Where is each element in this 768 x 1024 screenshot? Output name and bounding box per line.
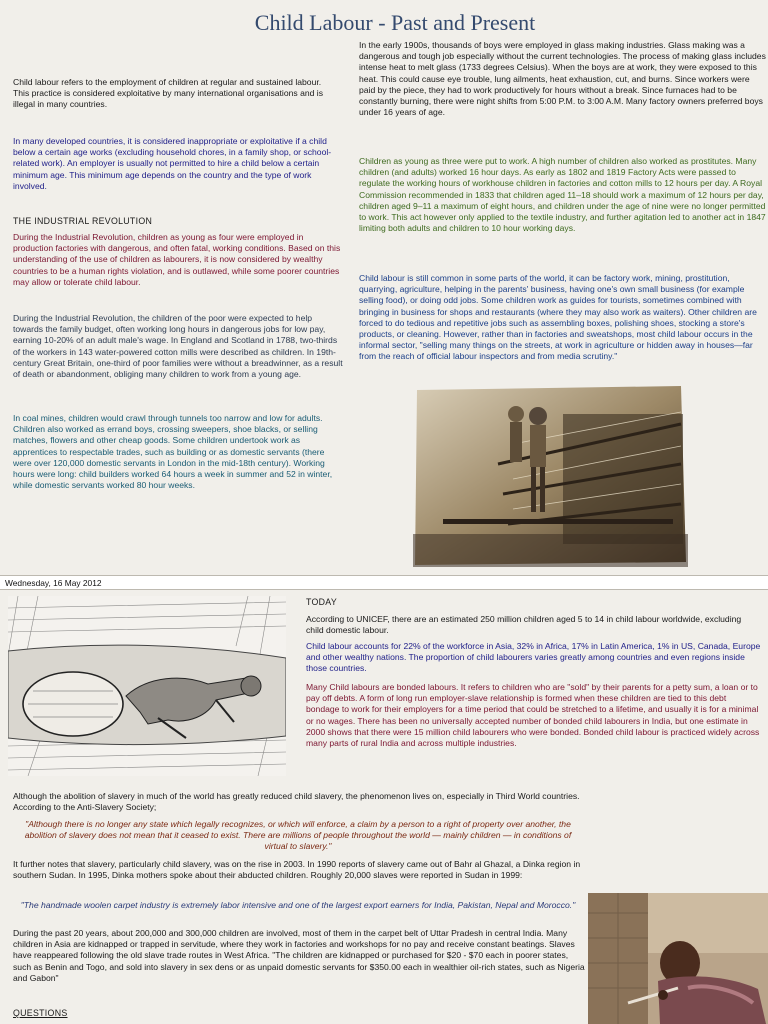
coal-mine-engraving bbox=[8, 596, 286, 776]
document-page-2 bbox=[0, 590, 768, 1024]
industrial-revolution-paragraph-1: During the Industrial Revolution, children as young as four were employed in production factories with dangerous, and often fatal, working conditions. Based on this understanding of the use of children as labourers, it is now considered by wealthy countries to be a human rights violation, and is outlawed, while some poorer countries may allow or tolerate child labour. bbox=[13, 232, 341, 287]
slavery-rise-paragraph: It further notes that slavery, particularly child slavery, was on the rise in 2003. In 1990 reports of slavery came out of Bahr al Ghazal, a Dinka region in southern Sudan. In 1995, Dinka mothers spoke about their abducted children. Roughly 20,000 slaves were reported in Sudan in 1999: bbox=[13, 859, 581, 881]
glass-making-paragraph: In the early 1900s, thousands of boys were employed in glass making industries. Glass making was a dangerous and tough job especially without the current technologies. The process of making glass includes intense heat to melt glass (1733 degrees Celsius). When the boys are at work, they were exposed to this heat. This could cause eye trouble, lung ailments, heat exhaustion, cut, and burns. Since workers were paid by the piece, they had to work productively for hours without a break. Since furnaces had to be constantly burning, there were night shifts from 5:00 P.M. to 3:00 A.M. Many factory owners preferred boys under 16 years of age. bbox=[359, 40, 766, 118]
abolition-paragraph: Although the abolition of slavery in much of the world has greatly reduced child slavery, the phenomenon lives on, especially in Third World countries. According to the Anti-Slavery Society; bbox=[13, 791, 580, 813]
date-separator bbox=[0, 575, 768, 590]
intro-paragraph: Child labour refers to the employment of children at regular and sustained labour. This practice is considered exploitative by many international organisations and is illegal in many countries. bbox=[13, 77, 324, 110]
today-heading: TODAY bbox=[306, 597, 337, 607]
carpet-industry-quote: "The handmade woolen carpet industry is extremely labor intensive and one of the largest export earners for India, Pakistan, Nepal and Morocco." bbox=[20, 900, 576, 910]
anti-slavery-quote: "Although there is no longer any state which legally recognizes, or which will enforce, a claim by a person to a right of property over another, the abolition of slavery does not mean that it ceased to exist. There are millions of people throughout the world — mainly children — in conditions of virtual to slavery." bbox=[24, 819, 572, 852]
date-label: Wednesday, 16 May 2012 bbox=[5, 578, 102, 588]
coal-mines-paragraph: In coal mines, children would crawl through tunnels too narrow and low for adults. Children also worked as errand boys, crossing sweepers, shoe blacks, or selling matches, flowers and other cheap goods. Some children undertook work as apprentices to respectable trades, such as building or as domestic servants (there were over 120,000 domestic servants in London in the mid-18th century). Working hours were long: child builders worked 64 hours a week in summer and 52 in winter, while domestic servants worked 80 hour weeks. bbox=[13, 413, 333, 491]
bonded-labour-paragraph: Many Child labours are bonded labours. It refers to children who are "sold" by their parents for a petty sum, a loan or to pay off debts. A form of long run employer-slave relationship is formed when these children are tied to this debt bondage to work for their employers for a time period that could be stretched to a lifetime, and usually it is for a minimal or no wages. There has been no universally accepted number of bonded child labourers in India, but one estimate in 2000 shows that there were 15 million child labourers who were bonded. Bonded child labour is practiced widely across many parts of rural India and across multiple industries. bbox=[306, 682, 760, 749]
page-title: Child Labour - Past and Present bbox=[254, 10, 536, 35]
industrial-revolution-paragraph-2: During the Industrial Revolution, the children of the poor were expected to help towards the family budget, often working long hours in dangerous jobs for low pay, earning 10-20% of an adult male's wage. In England and Scotland in 1788, two-thirds of the workers in 143 water-powered cotton mills were described as children. In 19th-century Great Britain, one-third of poor families were without a breadwinner, as a result of death or abandonment, obliging many children to work from a young age. bbox=[13, 313, 343, 380]
children-as-young-as-three-paragraph: Children as young as three were put to work. A high number of children also worked as prostitutes. Many children (and adults) worked 16 hour days. As early as 1802 and 1819 Factory Acts were passed to regulate the working hours of workhouse children in factories and cotton mills to 12 hours per day. A Royal Commission recommended in 1833 that children aged 11–18 should work a maximum of 12 hours per day, children aged 9–11 a maximum of eight hours, and children under the age of nine were no longer permitted to work. This act however only applied to the textile industry, and further agitation led to another act in 1847 limiting both adults and children to 10 hour working days. bbox=[359, 156, 766, 234]
past-20-years-paragraph: During the past 20 years, about 200,000 and 300,000 children are involved, most of them in the carpet belt of Uttar Pradesh in central India. Many children in Asia are kidnapped or trapped in servitude, where they work in factories and workshops for no pay and receive constant beatings. Slaves have reappeared following the old slave trade routes in West Africa. "The children are kidnapped or purchased for $20 - $70 each in poorer states, such as Benin and Togo, and sold into slavery in sex dens or as unpaid domestic servants for $350.00 each in wealthier oil-rich states, such as Nigeria and Gabon" bbox=[13, 928, 585, 983]
industrial-revolution-heading: THE INDUSTRIAL REVOLUTION bbox=[13, 216, 153, 226]
workforce-paragraph: Child labour accounts for 22% of the workforce in Asia, 32% in Africa, 17% in Latin America, 1% in US, Canada, Europe and other wealthy nations. The proportion of child labourers varies greatly among countries and even regions inside those countries. bbox=[306, 641, 761, 674]
questions-heading: QUESTIONS bbox=[13, 1008, 68, 1018]
child-worker-photo bbox=[588, 893, 768, 1024]
still-common-paragraph: Child labour is still common in some parts of the world, it can be factory work, mining, prostitution, quarrying, agriculture, helping in the parents' business, having one's own small business (for example selling food), or doing odd jobs. Some children work as guides for tourists, sometimes combined with bringing in business for shops and restaurants (where they may also work as waiters). Other children are forced to do tedious and repetitive jobs such as assembling boxes, polishing shoes, stocking a store's products, or cleaning. However, rather than in factories and sweatshops, most child labour occurs in the informal sector, "selling many things on the streets, at work in agriculture or hidden away in houses—far from the reach of official labour inspectors and from media scrutiny." bbox=[359, 273, 757, 362]
unicef-paragraph: According to UNICEF, there are an estimated 250 million children aged 5 to 14 in child labour worldwide, excluding child domestic labour. bbox=[306, 614, 742, 636]
developed-countries-paragraph: In many developed countries, it is considered inappropriate or exploitative if a child below a certain age works (excluding household chores, in a family shop, or school-related work). An employer is usually not permitted to hire a child below a certain minimum age. This minimum age depends on the country and the type of work involved. bbox=[13, 136, 332, 191]
mill-children-photo bbox=[413, 384, 688, 567]
